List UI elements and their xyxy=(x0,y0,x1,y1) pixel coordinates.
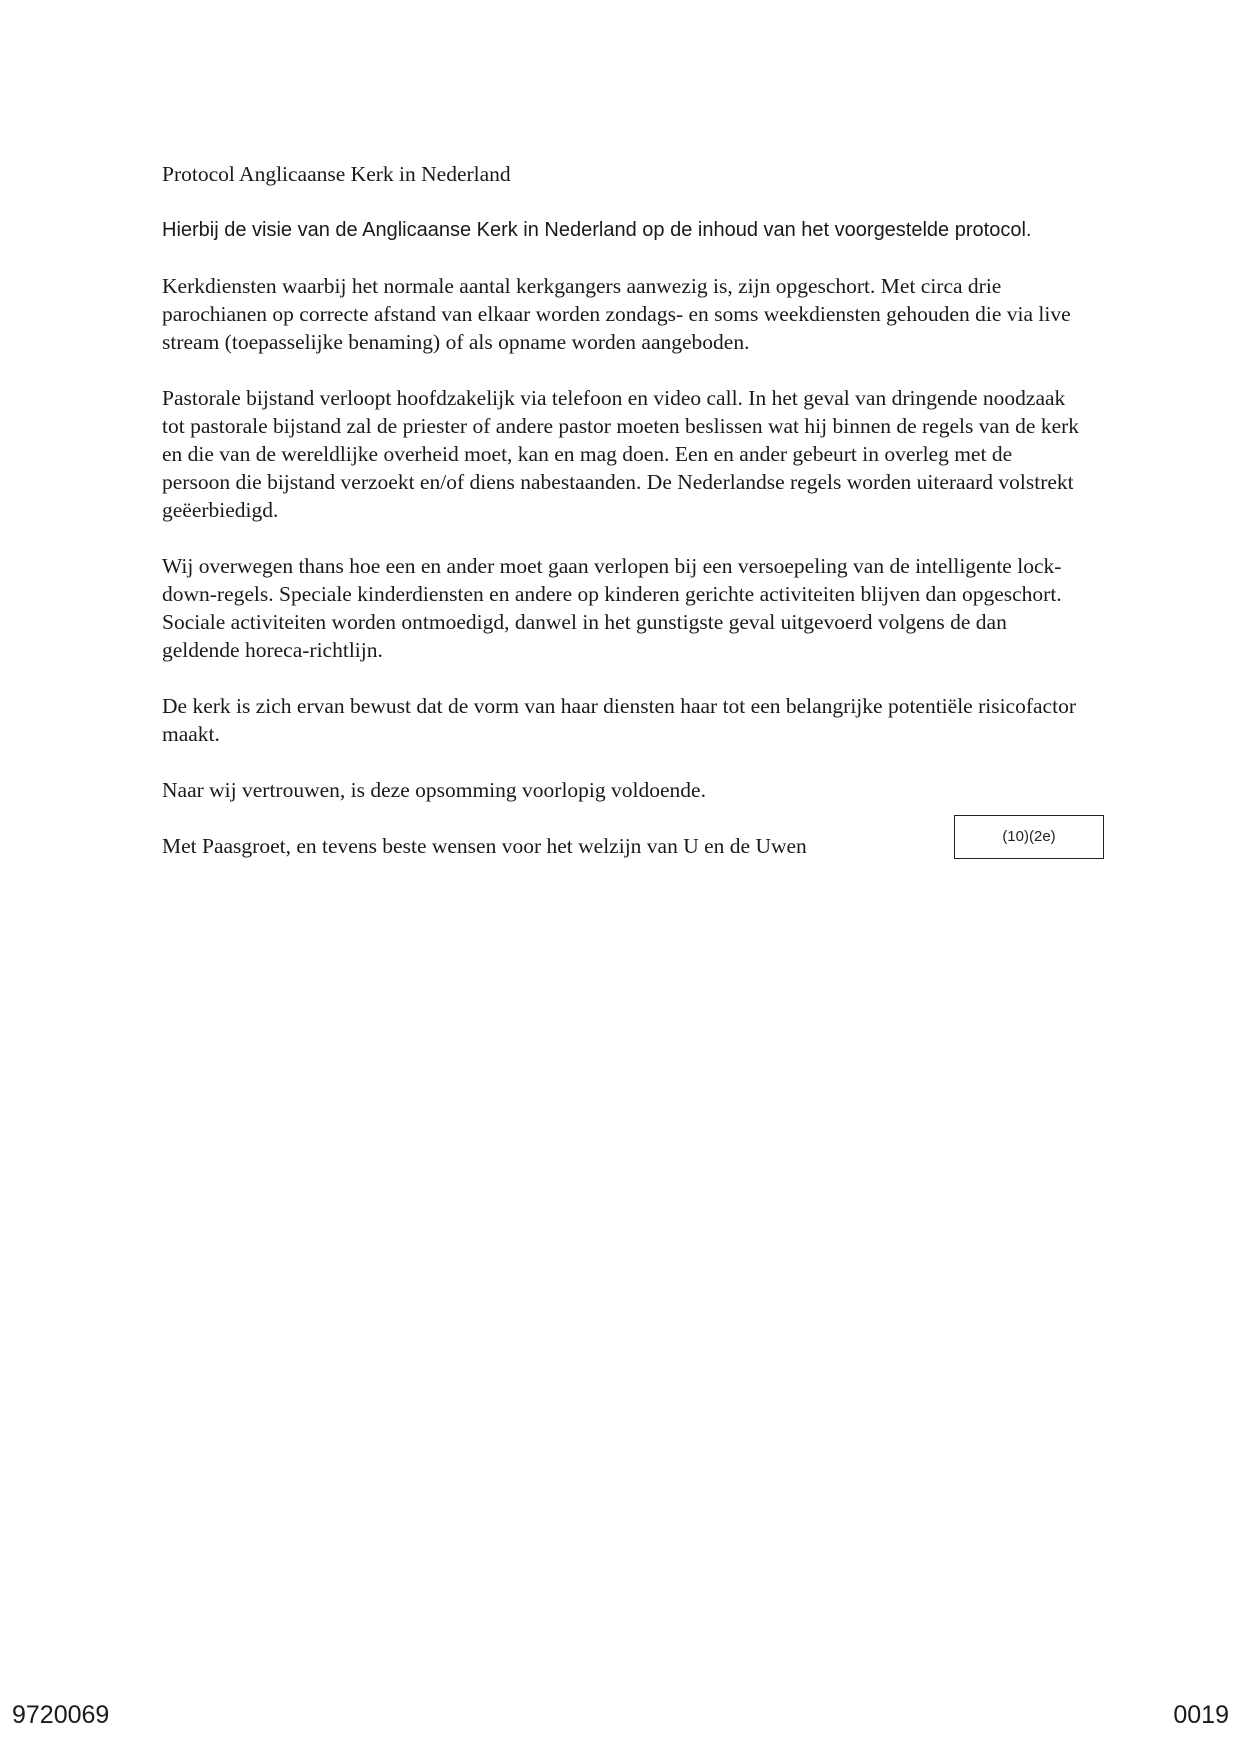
redaction-code: (10)(2e) xyxy=(1002,828,1056,845)
footer-page-number: 0019 xyxy=(1173,1701,1229,1729)
document-title: Protocol Anglicaanse Kerk in Nederland xyxy=(162,162,511,186)
closing-greeting: Met Paasgroet, en tevens beste wensen voor het welzijn van U en de Uwen xyxy=(162,834,807,858)
paragraph-risk: De kerk is zich ervan bewust dat de vorm van haar diensten haar tot een belangrijke potentiële risicofactor maakt. xyxy=(162,694,1076,746)
paragraph-pastoral-care: Pastorale bijstand verloopt hoofdzakelijk via telefoon en video call. In het geval van dringende noodzaak tot pastorale bijstand zal de priester of andere pastor moeten beslissen wat hij binnen de regels van de kerk en die van de wereldlijke overheid moet, kan en mag doen. Een en ander gebeurt in overleg met de persoon die bijstand verzoekt en/of diens nabestaanden. De Nederlandse regels worden uiteraard volstrekt geëerbiedigd. xyxy=(162,386,1080,522)
closing-row xyxy=(162,828,1082,860)
document-body xyxy=(162,160,1082,860)
paragraph-conclusion: Naar wij vertrouwen, is deze opsomming voorlopig voldoende. xyxy=(162,778,706,802)
footer-document-number: 9720069 xyxy=(12,1701,110,1729)
paragraph-relaxation: Wij overwegen thans hoe een en ander moet gaan verlopen bij een versoepeling van de intelligente lock-down-regels. Speciale kinderdiensten en andere op kinderen gerichte activiteiten blijven dan opgeschort. Sociale activiteiten worden ontmoedigd, danwel in het gunstigste geval uitgevoerd volgens de dan geldende horeca-richtlijn. xyxy=(162,554,1062,662)
redaction-box xyxy=(954,815,1104,859)
paragraph-intro: Hierbij de visie van de Anglicaanse Kerk in Nederland op de inhoud van het voorgestelde protocol. xyxy=(162,219,1032,241)
paragraph-services: Kerkdiensten waarbij het normale aantal kerkgangers aanwezig is, zijn opgeschort. Met circa drie parochianen op correcte afstand van elkaar worden zondags- en soms weekdiensten gehouden die via live stream (toepasselijke benaming) of als opname worden aangeboden. xyxy=(162,274,1071,354)
